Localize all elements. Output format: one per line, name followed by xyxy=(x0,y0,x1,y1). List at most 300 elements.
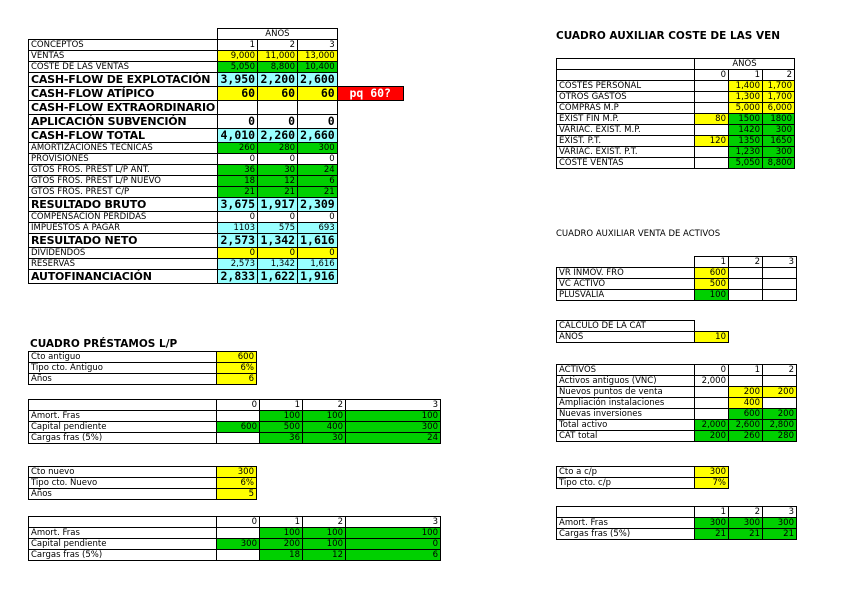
row-label: Activos antiguos (VNC) xyxy=(557,376,695,387)
row-label: VARIAC. EXIST. M.P. xyxy=(557,125,695,136)
grid-header-row xyxy=(557,507,797,518)
table-row xyxy=(557,529,797,540)
value-cell: 12 xyxy=(303,550,346,561)
value-cell: 300 xyxy=(763,147,795,158)
table-row xyxy=(29,40,404,51)
value-cell xyxy=(695,398,729,409)
cat-anos-label: AÑOS xyxy=(557,332,695,343)
value-cell: 300 xyxy=(298,143,338,154)
value-cell: 18 xyxy=(218,176,258,187)
table-row xyxy=(29,550,441,561)
coste-title: CUADRO AUXILIAR COSTE DE LAS VEN xyxy=(556,30,781,42)
value-cell: 1,342 xyxy=(258,234,298,248)
row-label: OTROS GASTOS xyxy=(557,92,695,103)
column-header: 2 xyxy=(729,257,763,268)
column-header xyxy=(557,507,695,518)
value-cell xyxy=(763,376,797,387)
table-row xyxy=(29,198,404,212)
table-row xyxy=(557,279,797,290)
blank-cell xyxy=(557,59,695,70)
column-header xyxy=(557,70,695,81)
table-row xyxy=(557,431,797,442)
column-header: 1 xyxy=(695,507,729,518)
value-cell: 0 xyxy=(218,154,258,165)
table-row xyxy=(29,411,441,422)
value-cell: 1420 xyxy=(729,125,763,136)
value-cell: 80 xyxy=(695,114,729,125)
row-label: CASH-FLOW ATÍPICO xyxy=(29,87,218,101)
value-cell xyxy=(763,268,797,279)
param-row xyxy=(557,467,729,478)
table-row xyxy=(29,187,404,198)
prestamo-nuevo-table xyxy=(28,516,441,561)
coste-header-row xyxy=(557,59,795,70)
table-row xyxy=(557,376,797,387)
value-cell: 1103 xyxy=(218,223,258,234)
spacer xyxy=(337,234,403,248)
value-cell xyxy=(729,268,763,279)
value-cell xyxy=(763,279,797,290)
column-header: 0 xyxy=(217,517,260,528)
row-label: RESULTADO BRUTO xyxy=(29,198,218,212)
table-row xyxy=(557,81,795,92)
value-cell: 36 xyxy=(260,433,303,444)
spacer xyxy=(337,259,403,270)
cash-flow-table xyxy=(28,28,404,284)
column-header xyxy=(29,400,217,411)
table-row xyxy=(29,165,404,176)
table-row xyxy=(29,422,441,433)
table-row xyxy=(557,114,795,125)
value-cell: 1,622 xyxy=(258,270,298,284)
value-cell: 100 xyxy=(303,539,346,550)
row-label: Total activo xyxy=(557,420,695,431)
spacer xyxy=(337,143,403,154)
value-cell xyxy=(729,279,763,290)
table-row xyxy=(29,51,404,62)
row-label: Capital pendiente xyxy=(29,422,217,433)
value-cell: 21 xyxy=(729,529,763,540)
value-cell: 300 xyxy=(763,518,797,529)
value-cell xyxy=(729,376,763,387)
row-label: COSTE DE LAS VENTAS xyxy=(29,62,218,73)
value-cell: 5,050 xyxy=(729,158,763,169)
value-cell: 2,309 xyxy=(298,198,338,212)
value-cell: 100 xyxy=(346,528,441,539)
column-header: 0 xyxy=(695,365,729,376)
value-cell: 21 xyxy=(258,187,298,198)
row-label: COMPRAS M.P xyxy=(557,103,695,114)
value-cell: 4,010 xyxy=(218,129,258,143)
value-cell xyxy=(695,147,729,158)
value-cell: 2,600 xyxy=(729,420,763,431)
venta-activos-table xyxy=(556,256,797,301)
spacer xyxy=(337,198,403,212)
value-cell: 1,916 xyxy=(298,270,338,284)
row-label: GTOS FROS. PREST L/P ANT. xyxy=(29,165,218,176)
table-row xyxy=(557,290,797,301)
value-cell: 9,000 xyxy=(218,51,258,62)
value-cell xyxy=(695,409,729,420)
value-cell: 2 xyxy=(258,40,298,51)
value-cell: 1500 xyxy=(729,114,763,125)
value-cell: 36 xyxy=(218,165,258,176)
value-cell xyxy=(695,158,729,169)
value-cell: 260 xyxy=(218,143,258,154)
table-row xyxy=(29,270,404,284)
value-cell: 200 xyxy=(763,387,797,398)
param-value: 600 xyxy=(217,352,257,363)
value-cell: 1,342 xyxy=(258,259,298,270)
venta-title: CUADRO AUXILIAR VENTA DE ACTIVOS xyxy=(556,229,721,239)
value-cell: 60 xyxy=(258,87,298,101)
prestamo-antiguo-params xyxy=(28,351,257,385)
value-cell: 21 xyxy=(218,187,258,198)
row-label: EXIST. P.T. xyxy=(557,136,695,147)
table-row xyxy=(557,398,797,409)
param-label: Cto a c/p xyxy=(557,467,695,478)
grid-header-row xyxy=(29,400,441,411)
column-header: 1 xyxy=(260,400,303,411)
param-value: 5 xyxy=(217,489,257,500)
row-label: GTOS FROS. PREST C/P xyxy=(29,187,218,198)
value-cell: 8,800 xyxy=(763,158,795,169)
value-cell: 1,300 xyxy=(729,92,763,103)
column-header: 2 xyxy=(729,507,763,518)
row-label: CASH-FLOW DE EXPLOTACIÓN xyxy=(29,73,218,87)
table-row xyxy=(29,212,404,223)
row-label: Nuevos puntos de venta xyxy=(557,387,695,398)
value-cell: 280 xyxy=(258,143,298,154)
venta-header-row xyxy=(557,257,797,268)
spacer xyxy=(337,154,403,165)
value-cell: 3,950 xyxy=(218,73,258,87)
table-row xyxy=(29,73,404,87)
value-cell: 200 xyxy=(763,409,797,420)
value-cell: 100 xyxy=(695,290,729,301)
value-cell: 10,400 xyxy=(298,62,338,73)
row-label: Capital pendiente xyxy=(29,539,217,550)
param-label: Tipo cto. c/p xyxy=(557,478,695,489)
row-label: VC ACTIVO xyxy=(557,279,695,290)
years-header: AÑOS xyxy=(695,59,795,70)
row-label: COSTE VENTAS xyxy=(557,158,695,169)
table-row xyxy=(29,528,441,539)
value-cell: 100 xyxy=(303,528,346,539)
value-cell: 18 xyxy=(260,550,303,561)
value-cell: 2,000 xyxy=(695,420,729,431)
spacer xyxy=(337,115,403,129)
table-row xyxy=(29,101,404,115)
column-header: 3 xyxy=(346,400,441,411)
spacer xyxy=(557,257,695,268)
value-cell: 500 xyxy=(695,279,729,290)
spacer xyxy=(337,62,403,73)
value-cell xyxy=(258,101,298,115)
cat-table xyxy=(556,320,729,343)
value-cell xyxy=(217,528,260,539)
value-cell: 280 xyxy=(763,431,797,442)
row-label: CASH-FLOW TOTAL xyxy=(29,129,218,143)
value-cell: 2,200 xyxy=(258,73,298,87)
row-label: COMPENSACIÓN PÉRDIDAS xyxy=(29,212,218,223)
row-label: CONCEPTOS xyxy=(29,40,218,51)
value-cell: 0 xyxy=(346,539,441,550)
value-cell: 100 xyxy=(346,411,441,422)
param-label: Cto antiguo xyxy=(29,352,217,363)
value-cell: 500 xyxy=(260,422,303,433)
value-cell: 1,616 xyxy=(298,234,338,248)
value-cell: 0 xyxy=(218,212,258,223)
value-cell: 200 xyxy=(695,431,729,442)
value-cell: 6,000 xyxy=(763,103,795,114)
column-header: 1 xyxy=(729,365,763,376)
row-label: Ampliación instalaciones xyxy=(557,398,695,409)
row-label: APLICACIÓN SUBVENCIÓN xyxy=(29,115,218,129)
column-header: 3 xyxy=(763,257,797,268)
value-cell: 120 xyxy=(695,136,729,147)
value-cell xyxy=(729,290,763,301)
spacer xyxy=(29,29,218,40)
value-cell: 2,573 xyxy=(218,259,258,270)
value-cell: 1,616 xyxy=(298,259,338,270)
cto-cp-params xyxy=(556,466,729,489)
table-row xyxy=(557,136,795,147)
spacer xyxy=(337,187,403,198)
row-label: RESULTADO NETO xyxy=(29,234,218,248)
table-row xyxy=(557,518,797,529)
prestamo-nuevo-params xyxy=(28,466,257,500)
value-cell: 0 xyxy=(258,115,298,129)
value-cell xyxy=(763,398,797,409)
value-cell xyxy=(217,433,260,444)
row-label: Cargas fras (5%) xyxy=(557,529,695,540)
value-cell: 0 xyxy=(298,248,338,259)
row-label: DIVIDENDOS xyxy=(29,248,218,259)
value-cell: 60 xyxy=(218,87,258,101)
table-row xyxy=(557,387,797,398)
param-value: 300 xyxy=(695,467,729,478)
value-cell: 200 xyxy=(729,387,763,398)
table-row xyxy=(29,129,404,143)
value-cell xyxy=(298,101,338,115)
value-cell xyxy=(695,387,729,398)
row-label: VR INMOV. FRO xyxy=(557,268,695,279)
param-value: 300 xyxy=(217,467,257,478)
spacer xyxy=(337,40,403,51)
cto-cp-table xyxy=(556,506,797,540)
value-cell: 575 xyxy=(258,223,298,234)
column-header: ACTIVOS xyxy=(557,365,695,376)
value-cell: 400 xyxy=(729,398,763,409)
param-label: Años xyxy=(29,489,217,500)
table-row xyxy=(29,87,404,101)
table-row xyxy=(557,268,797,279)
column-header: 2 xyxy=(303,400,346,411)
value-cell: 300 xyxy=(763,125,795,136)
value-cell: 2,000 xyxy=(695,376,729,387)
table-row xyxy=(557,420,797,431)
column-header: 3 xyxy=(346,517,441,528)
value-cell: 693 xyxy=(298,223,338,234)
row-label: RESERVAS xyxy=(29,259,218,270)
value-cell: 0 xyxy=(218,115,258,129)
years-header: AÑOS xyxy=(218,29,338,40)
value-cell: 12 xyxy=(258,176,298,187)
value-cell: 3,675 xyxy=(218,198,258,212)
spacer xyxy=(337,51,403,62)
row-label: Amort. Fras xyxy=(29,411,217,422)
row-label: EXIST FIN M.P. xyxy=(557,114,695,125)
value-cell: 1,230 xyxy=(729,147,763,158)
row-label: Cargas fras (5%) xyxy=(29,550,217,561)
cat-anos-value: 10 xyxy=(695,332,729,343)
param-row xyxy=(29,374,257,385)
value-cell xyxy=(217,411,260,422)
spacer xyxy=(337,248,403,259)
value-cell: 100 xyxy=(260,528,303,539)
table-row xyxy=(29,539,441,550)
value-cell: 11,000 xyxy=(258,51,298,62)
value-cell: 0 xyxy=(258,154,298,165)
table-row xyxy=(557,158,795,169)
value-cell: 0 xyxy=(258,212,298,223)
value-cell: 300 xyxy=(217,539,260,550)
value-cell: 8,800 xyxy=(258,62,298,73)
value-cell: 21 xyxy=(763,529,797,540)
table-row xyxy=(29,154,404,165)
value-cell: 21 xyxy=(298,187,338,198)
value-cell: 24 xyxy=(298,165,338,176)
value-cell: 1,700 xyxy=(763,92,795,103)
value-cell: 0 xyxy=(218,248,258,259)
column-header: 2 xyxy=(763,70,795,81)
value-cell: 13,000 xyxy=(298,51,338,62)
param-row xyxy=(29,467,257,478)
table-row xyxy=(29,176,404,187)
coste-cols-row xyxy=(557,70,795,81)
row-label: Nuevas inversiones xyxy=(557,409,695,420)
note-cell: pq 60? xyxy=(337,87,403,101)
value-cell: 1 xyxy=(218,40,258,51)
prestamos-title: CUADRO PRÉSTAMOS L/P xyxy=(30,338,178,350)
table-row xyxy=(557,92,795,103)
value-cell: 600 xyxy=(217,422,260,433)
value-cell: 30 xyxy=(258,165,298,176)
spacer xyxy=(337,73,403,87)
value-cell: 1,400 xyxy=(729,81,763,92)
table-row xyxy=(557,103,795,114)
param-row xyxy=(29,478,257,489)
activos-table xyxy=(556,364,797,442)
row-label: GTOS FROS. PREST L/P NUEVO xyxy=(29,176,218,187)
row-label: CAT total xyxy=(557,431,695,442)
value-cell: 30 xyxy=(303,433,346,444)
param-label: Tipo cto. Nuevo xyxy=(29,478,217,489)
row-label: IMPUESTOS A PAGAR xyxy=(29,223,218,234)
table-row xyxy=(29,223,404,234)
value-cell: 5,000 xyxy=(729,103,763,114)
value-cell: 400 xyxy=(303,422,346,433)
value-cell: 600 xyxy=(695,268,729,279)
value-cell: 300 xyxy=(729,518,763,529)
value-cell: 1350 xyxy=(729,136,763,147)
coste-ventas-table xyxy=(556,58,795,169)
value-cell: 260 xyxy=(729,431,763,442)
column-header: 0 xyxy=(217,400,260,411)
value-cell: 60 xyxy=(298,87,338,101)
column-header: 2 xyxy=(303,517,346,528)
grid-header-row xyxy=(29,517,441,528)
value-cell xyxy=(695,92,729,103)
row-label: PLUSVALIA xyxy=(557,290,695,301)
value-cell: 0 xyxy=(298,115,338,129)
spacer xyxy=(337,29,403,40)
value-cell: 1,700 xyxy=(763,81,795,92)
param-value: 6 xyxy=(217,374,257,385)
value-cell xyxy=(218,101,258,115)
row-label: Amort. Fras xyxy=(29,528,217,539)
param-row xyxy=(29,363,257,374)
value-cell: 0 xyxy=(298,154,338,165)
row-label: CASH-FLOW EXTRAORDINARIO xyxy=(29,101,218,115)
row-label: Amort. Fras xyxy=(557,518,695,529)
value-cell xyxy=(695,125,729,136)
table-row xyxy=(557,409,797,420)
value-cell: 5,050 xyxy=(218,62,258,73)
value-cell: 100 xyxy=(303,411,346,422)
row-label: AUTOFINANCIACIÓN xyxy=(29,270,218,284)
column-header: 0 xyxy=(695,70,729,81)
table-row xyxy=(29,259,404,270)
value-cell: 0 xyxy=(298,212,338,223)
spacer xyxy=(337,101,403,115)
column-header: 1 xyxy=(260,517,303,528)
value-cell xyxy=(695,81,729,92)
value-cell: 2,833 xyxy=(218,270,258,284)
table-row xyxy=(557,147,795,158)
param-row xyxy=(29,352,257,363)
spacer xyxy=(337,165,403,176)
value-cell: 100 xyxy=(260,411,303,422)
spacer xyxy=(337,176,403,187)
value-cell: 200 xyxy=(260,539,303,550)
value-cell xyxy=(763,290,797,301)
param-label: Cto nuevo xyxy=(29,467,217,478)
value-cell: 300 xyxy=(346,422,441,433)
value-cell: 2,660 xyxy=(298,129,338,143)
param-value: 6% xyxy=(217,363,257,374)
value-cell: 3 xyxy=(298,40,338,51)
param-label: Años xyxy=(29,374,217,385)
column-header: 1 xyxy=(729,70,763,81)
column-header xyxy=(29,517,217,528)
value-cell: 0 xyxy=(258,248,298,259)
spacer xyxy=(337,223,403,234)
table-row xyxy=(29,234,404,248)
value-cell: 6 xyxy=(346,550,441,561)
table-row xyxy=(29,433,441,444)
value-cell: 300 xyxy=(695,518,729,529)
value-cell: 6 xyxy=(298,176,338,187)
value-cell: 2,260 xyxy=(258,129,298,143)
row-label: VENTAS xyxy=(29,51,218,62)
value-cell: 21 xyxy=(695,529,729,540)
main-header-row xyxy=(29,29,404,40)
row-label: PROVISIONES xyxy=(29,154,218,165)
cat-label: CALCULO DE LA CAT xyxy=(557,321,695,332)
spacer xyxy=(337,270,403,284)
